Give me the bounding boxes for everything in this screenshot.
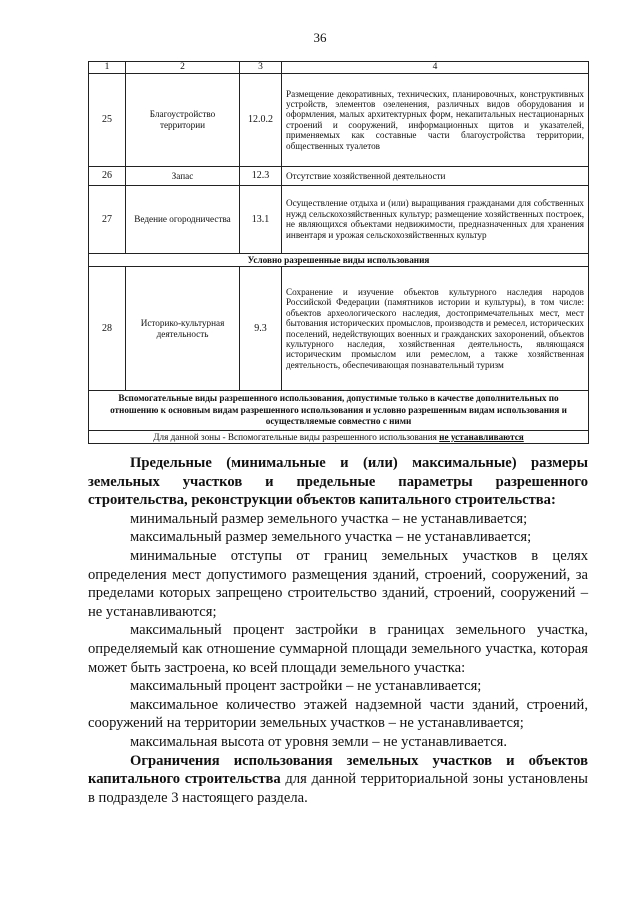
use-type-name: Ведение огородничества (126, 185, 240, 253)
zone-note-row (89, 430, 589, 443)
paragraph: максимальная высота от уровня земли – не устанавливается. (130, 733, 508, 750)
paragraph: максимальное количество этажей надземной части зданий, строений, сооружений на территории земельных участков – не устанавливается; (88, 696, 588, 732)
table-row (89, 166, 589, 185)
header-cell-3: 3 (240, 62, 282, 74)
paragraph: минимальный размер земельного участка – не устанавливается; (130, 510, 528, 527)
use-type-description: Сохранение и изучение объектов культурного наследия народов Российской Федерации (памятников истории и культуры), в том числе: объектов археологического наследия, достопримечательных мест, мест бытования исторических промыслов, производств и ремесел, исторических поселений, недействующих военных и гражданских захоронений, объектов культурного наследия, хозяйственная деятельность, являющаяся историческим промыслом или ремеслом, а также хозяйственная деятельность, обеспечивающая познавательный туризм (282, 267, 589, 391)
use-type-code: 12.0.2 (240, 73, 282, 166)
table-row (89, 185, 589, 253)
paragraph: максимальный процент застройки – не устанавливается; (130, 678, 482, 695)
header-cell-4: 4 (282, 62, 589, 74)
restrictions-tail: для данной территориальной зоны установлены в подразделе 3 настоящего раздела. (88, 771, 588, 806)
conditional-section-title: Условно разрешенные виды использования (89, 253, 589, 266)
paragraph: максимальный размер земельного участка – не устанавливается; (130, 529, 532, 546)
row-number: 26 (89, 166, 126, 185)
row-number: 25 (89, 73, 126, 166)
row-number: 27 (89, 185, 126, 253)
header-cell-1: 1 (89, 62, 126, 74)
zone-note (89, 430, 589, 443)
use-type-description: Размещение декоративных, технических, планировочных, конструктивных устройств, элементов озеленения, различных видов оборудования и оформления, малых архитектурных форм, некапитальных нестационарных строений и сооружений, информационных щитов и указателей, применяемых как составные части благоустройства территории, общественных туалетов (282, 73, 589, 166)
use-type-code: 9.3 (240, 267, 282, 391)
use-type-name: Историко-культурная деятельность (126, 267, 240, 391)
auxiliary-section-title: Вспомогательные виды разрешенного использования, допустимые только в качестве дополнительных по отношению к основным видам разрешенного использования и условно разрешенным видам использования и осуществляемые совместно с ними (89, 391, 589, 431)
table-row (89, 73, 589, 166)
regulations-text (88, 454, 588, 807)
use-type-name: Благоустройство территории (126, 73, 240, 166)
use-type-code: 12.3 (240, 166, 282, 185)
paragraph: минимальные отступы от границ земельных участков в целях определения мест допустимого размещения зданий, строений, сооружений, за пределами которых запрещено строительство зданий, строений, сооружений – не устанавливаются; (88, 547, 588, 620)
zone-note-emphasis: не устанавливаются (439, 431, 524, 442)
use-type-code: 13.1 (240, 185, 282, 253)
table-header-row (89, 62, 589, 74)
land-use-table (88, 61, 589, 444)
limits-heading: Предельные (минимальные и (или) максимальные) размеры земельных участков и предельные параметры разрешенного строительства, реконструкции объектов капитального строительства: (88, 455, 588, 509)
page-number: 36 (313, 30, 327, 45)
section-row (89, 253, 589, 266)
section-row (89, 391, 589, 431)
restrictions-heading: Ограничения использования земельных участков и объектов капитального строительства (88, 752, 588, 788)
use-type-description: Осуществление отдыха и (или) выращивания гражданами для собственных нужд сельскохозяйственных культур; размещение хозяйственных построек, не являющихся объектами недвижимости, предназначенных для хранения инвентаря и урожая сельскохозяйственных культур (282, 185, 589, 253)
use-type-name: Запас (126, 166, 240, 185)
header-cell-2: 2 (126, 62, 240, 74)
paragraph: максимальный процент застройки в границах земельного участка, определяемый как отношение суммарной площади земельного участка, которая может быть застроена, ко всей площади земельного участка: (88, 622, 588, 676)
row-number: 28 (89, 267, 126, 391)
use-type-description: Отсутствие хозяйственной деятельности (282, 166, 589, 185)
zone-note-prefix: Для данной зоны - Вспомогательные виды разрешенного использования (153, 431, 440, 442)
table-row (89, 267, 589, 391)
restrictions-paragraph (88, 752, 588, 808)
